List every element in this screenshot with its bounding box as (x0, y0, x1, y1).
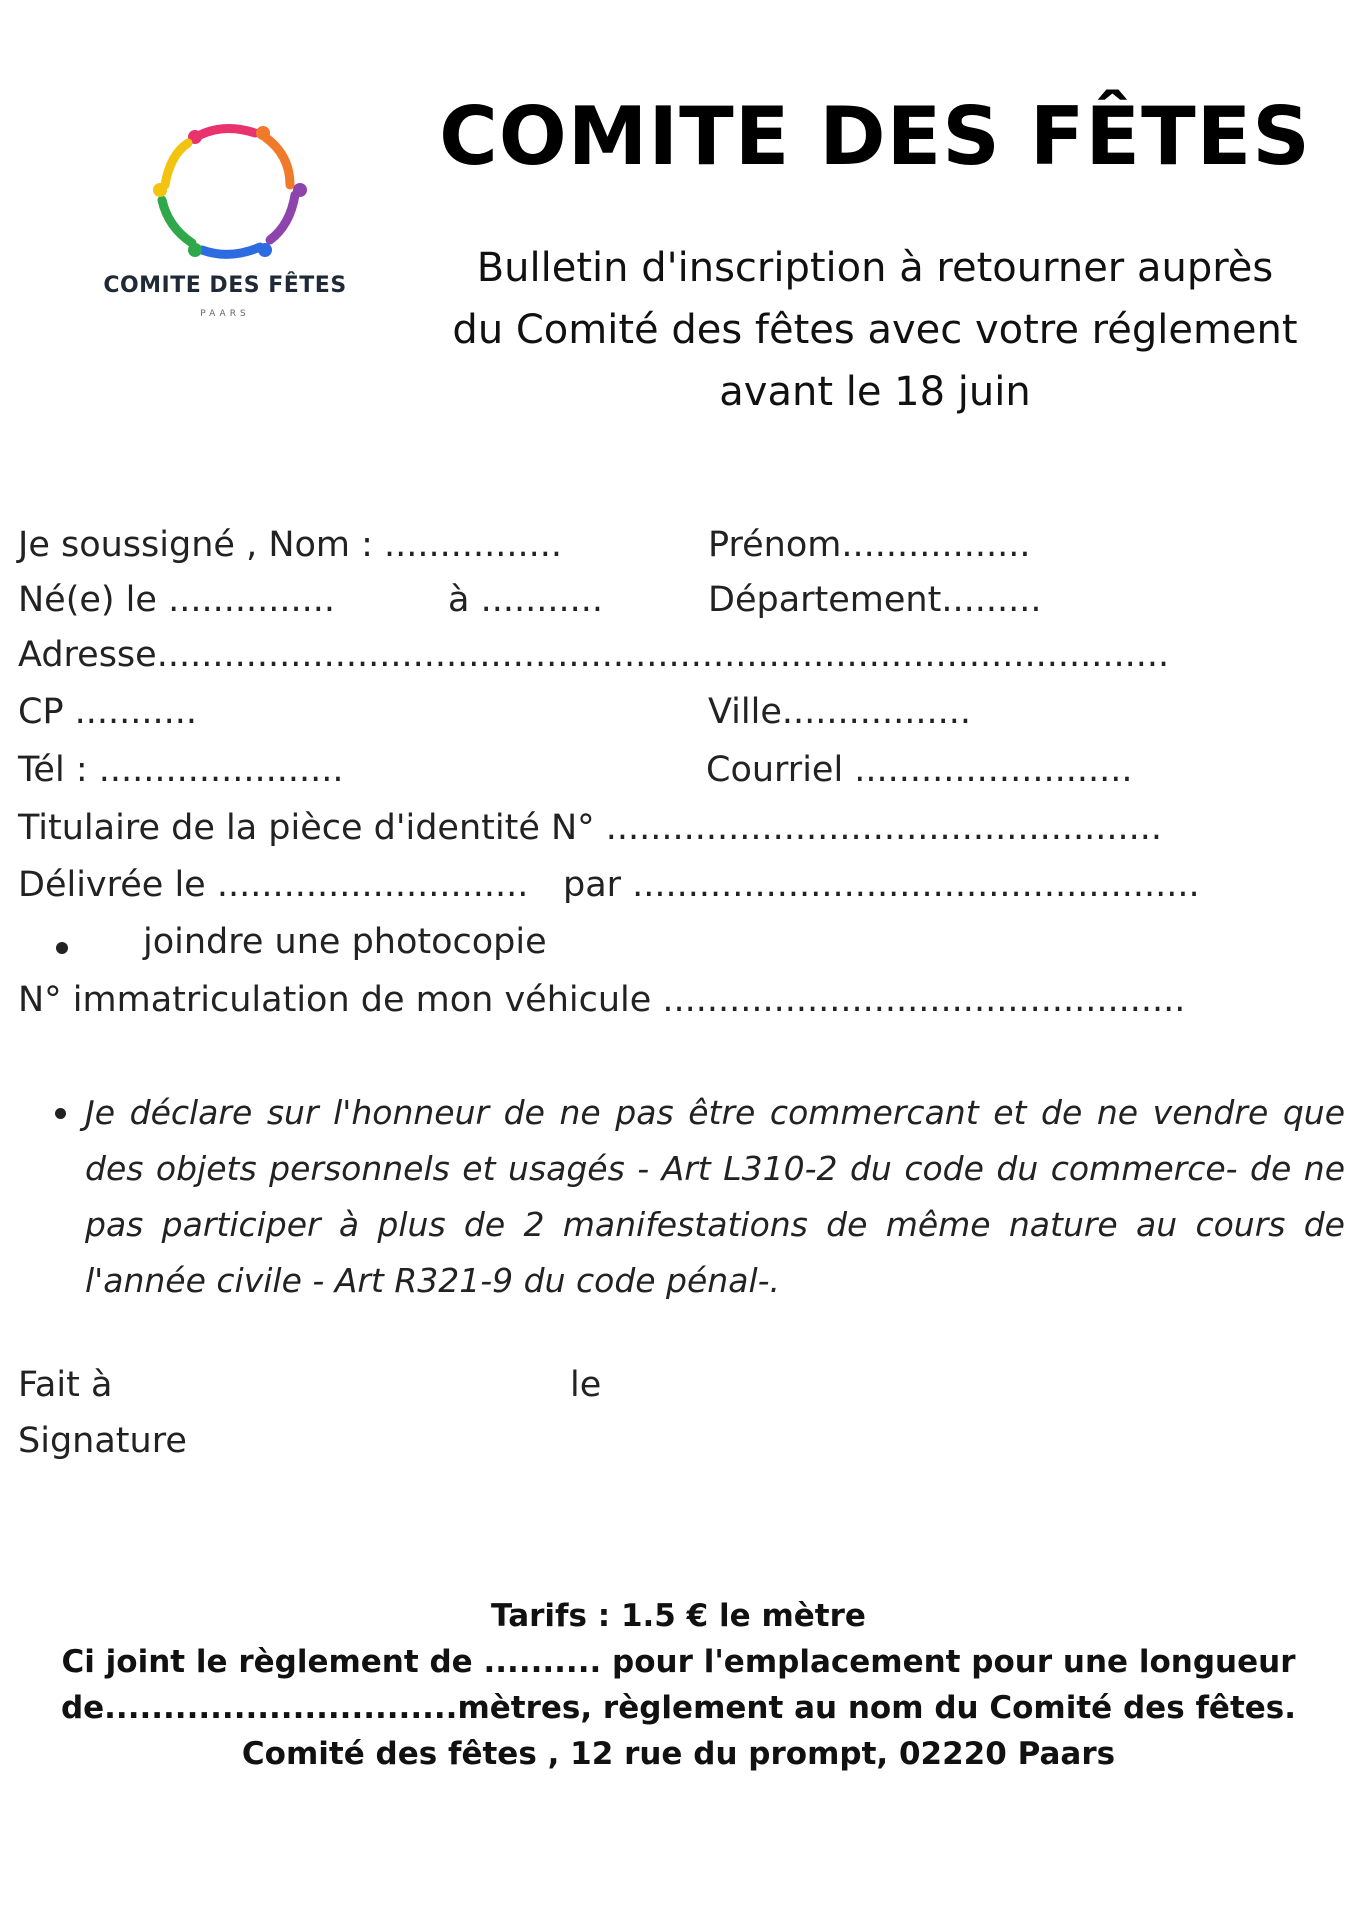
field-joindre-photocopie: joindre une photocopie (143, 922, 547, 962)
field-delivree-par: par ................................................... (563, 865, 1200, 905)
logo-town: PAARS (200, 309, 250, 319)
intro-line-3: avant le 18 juin (719, 369, 1031, 415)
fait-a-label: Fait à (18, 1365, 113, 1405)
field-ne-le: Né(e) le ............... (18, 580, 335, 620)
signature-label: Signature (18, 1421, 187, 1461)
declaration-text: Je déclare sur l'honneur de ne pas être commercant et de ne vendre que des objets personnels et usagés - Art L310-2 du code du commerce- de ne pas participer à plus de 2 manifestations de même nature au cours de l'année civile - Art R321-9 du code pénal-. (85, 1093, 1345, 1300)
intro-line-2: du Comité des fêtes avec votre réglement (452, 307, 1298, 353)
field-piece-identite: Titulaire de la pièce d'identité N° .................................................. (18, 808, 1163, 848)
date-label: le (570, 1365, 602, 1405)
field-ville: Ville................. (708, 692, 972, 732)
field-lieu-naissance: à ........... (448, 580, 603, 620)
field-delivree-le: Délivrée le ............................ (18, 865, 529, 905)
intro-line-1: Bulletin d'inscription à retourner auprès (476, 245, 1274, 291)
field-departement: Département......... (708, 580, 1042, 620)
field-immatriculation: N° immatriculation de mon véhicule ............................................... (18, 980, 1186, 1020)
page-title: COMITE DES FÊTES (439, 90, 1311, 183)
field-courriel: Courriel ......................... (706, 750, 1133, 790)
footer-adresse: Comité des fêtes , 12 rue du prompt, 02220 Paars (241, 1736, 1116, 1772)
bullet-dot (56, 942, 68, 954)
field-cp: CP ........... (18, 692, 198, 732)
field-tel: Tél : ...................... (18, 750, 344, 790)
footer-reglement: Ci joint le règlement de .......... pour l'emplacement pour une longueur (61, 1644, 1296, 1680)
logo (100, 115, 350, 335)
field-nom: Je soussigné , Nom : ................ (18, 525, 563, 565)
people-circle-icon (140, 115, 310, 265)
bullet-dot (55, 1108, 66, 1119)
footer-tarifs: Tarifs : 1.5 € le mètre (491, 1598, 866, 1634)
footer-longueur: de..............................mètres, règlement au nom du Comité des fêtes. (60, 1690, 1297, 1726)
field-prenom: Prénom................. (708, 525, 1031, 565)
logo-name: COMITE DES FÊTES (103, 273, 347, 298)
field-adresse: Adresse........................................................................................... (18, 635, 1170, 675)
